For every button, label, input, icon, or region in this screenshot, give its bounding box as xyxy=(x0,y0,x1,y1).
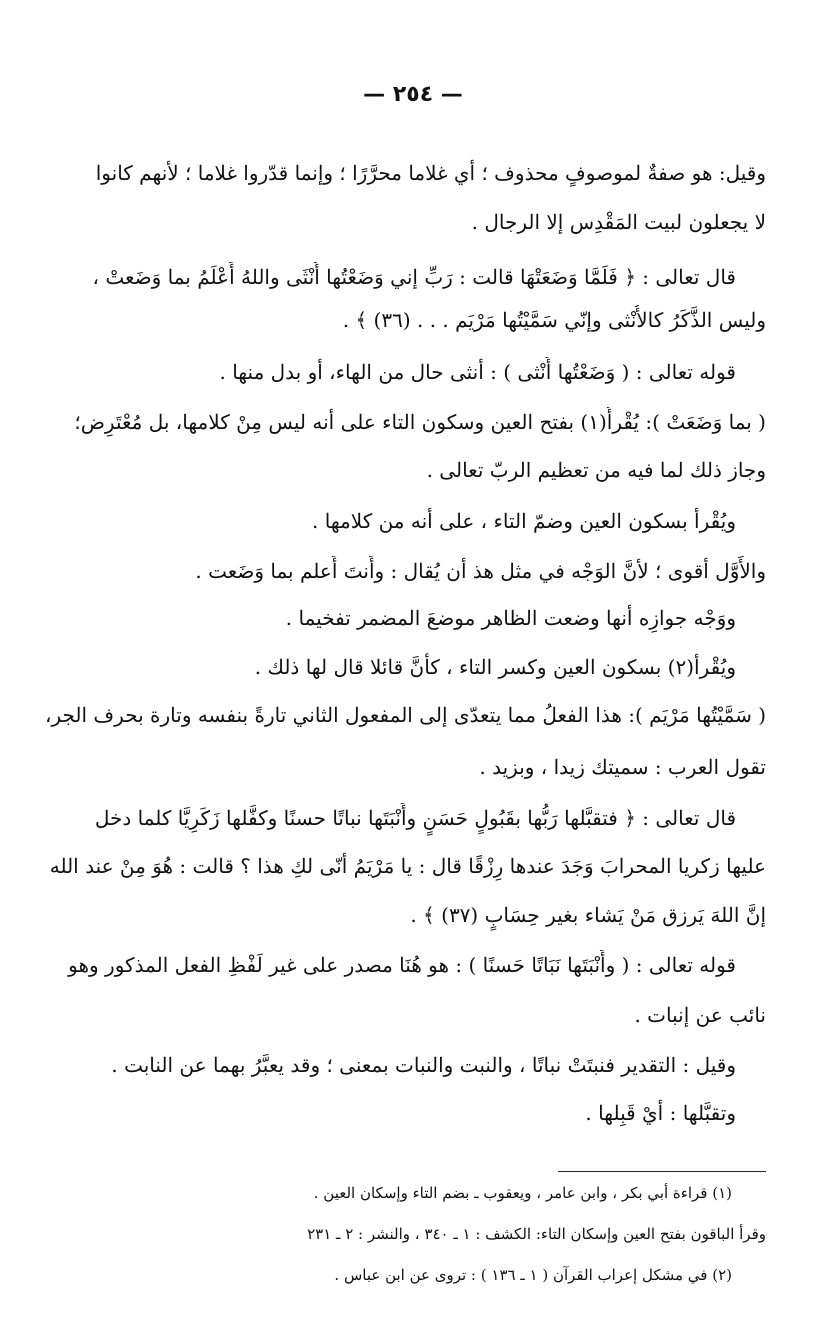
footnote-line: وقرأ الباقون بفتح العين وإسكان التاء: الكشف : ١ ـ ٣٤٠ ، والنشر : ٢ ـ ٢٣١ xyxy=(307,1225,766,1243)
body-line: تقول العرب : سميتك زيدا ، وبزيد . xyxy=(479,755,766,779)
body-line: وجاز ذلك لما فيه من تعظيم الربّ تعالى . xyxy=(426,458,766,482)
body-line: ويُقْرأ(٢) بسكون العين وكسر التاء ، كأنَّ قائلا قال لها ذلك . xyxy=(254,655,736,679)
body-line: إنَّ اللهَ يَرزق مَنْ يَشاء بغير حِسَابٍ (٣٧) ﴾ . xyxy=(410,903,766,927)
body-line: وتقبَّلها : أيْ قَبِلها . xyxy=(585,1101,736,1125)
footnote-divider xyxy=(558,1171,766,1172)
body-line: لا يجعلون لبيت المَقْدِس إلا الرجال . xyxy=(471,210,766,234)
body-line: ( بما وَضَعَتْ ): يُقْرأُ(١) بفتح العين وسكون التاء على أنه ليس مِنْ كلامها، بل مُعْتَرِض؛ xyxy=(74,410,766,434)
body-line: قوله تعالى : ( وأَنْبَتَها نَبَاتًا حَسنًا ) : هو هُنَا مصدر على غير لَفْظِ الفعل المذكور وهو xyxy=(68,953,736,977)
body-line: وقيل : التقدير فنبتَتْ نباتًا ، والنبت والنبات بمعنى ؛ وقد يعبَّرُ بهما عن النابت . xyxy=(111,1053,736,1077)
body-line: نائب عن إنبات . xyxy=(634,1003,766,1027)
footnote-line: (٢) في مشكل إعراب القرآن ( ١ ـ ١٣٦ ) : تروى عن ابن عباس . xyxy=(334,1266,732,1284)
footnote-line: (١) قراءة أبي بكر ، وابن عامر ، ويعقوب ـ بضم التاء وإسكان العين . xyxy=(313,1184,732,1202)
body-line: وقيل: هو صفةٌ لموصوفٍ محذوف ؛ أي غلاما محرَّرًا ؛ وإنما قدّروا غلاما ؛ لأنهم كانوا xyxy=(95,161,766,185)
body-line: ووَجْه جوازِه أنها وضعت الظاهر موضعَ المضمر تفخيما . xyxy=(285,606,736,630)
body-line: قوله تعالى : ( وَضَعْتُها أُنْثى ) : أنثى حال من الهاء، أو بدل منها . xyxy=(219,360,736,384)
body-line: قال تعالى : ﴿ فَلَمَّا وَضَعَتْهَا قالت : رَبِّ إني وَضَعْتُها أُنْثَى واللهُ أَعْلَمُ بما وَضَعتْ ، xyxy=(92,265,736,289)
body-line: عليها زكريا المحرابَ وَجَدَ عندها رِزْقًا قال : يا مَرْيَمُ أنّى لكِ هذا ؟ قالت : هُوَ مِنْ عند الله xyxy=(49,854,766,878)
body-line: والأَوَّل أقوى ؛ لأنَّ الوَجْه في مثل هذ أن يُقال : وأَنتَ أَعلم بما وَضَعت . xyxy=(195,559,766,583)
body-line: ( سَمَّيْتُها مَرْيَم ): هذا الفعلُ مما يتعدّى إلى المفعول الثاني تارةً بنفسه وتارة بحرف الجر، xyxy=(45,703,766,727)
body-line: قال تعالى : ﴿ فتقبَّلها رَبُّها بقَبُولٍ حَسَنٍ وأَنْبَتَها نباتًا حسنًا وكفَّلها زَكَرِيَّا كلما دخل xyxy=(94,806,736,830)
body-line: وليس الذَّكَرُ كالأُنْثى وإنّي سَمَّيْتُها مَرْيَم . . . (٣٦) ﴾ . xyxy=(342,308,766,332)
body-line: ويُقْرأ بسكون العين وضمّ التاء ، على أنه من كلامها . xyxy=(312,509,736,533)
page-number: — ٢٥٤ — xyxy=(363,82,463,107)
